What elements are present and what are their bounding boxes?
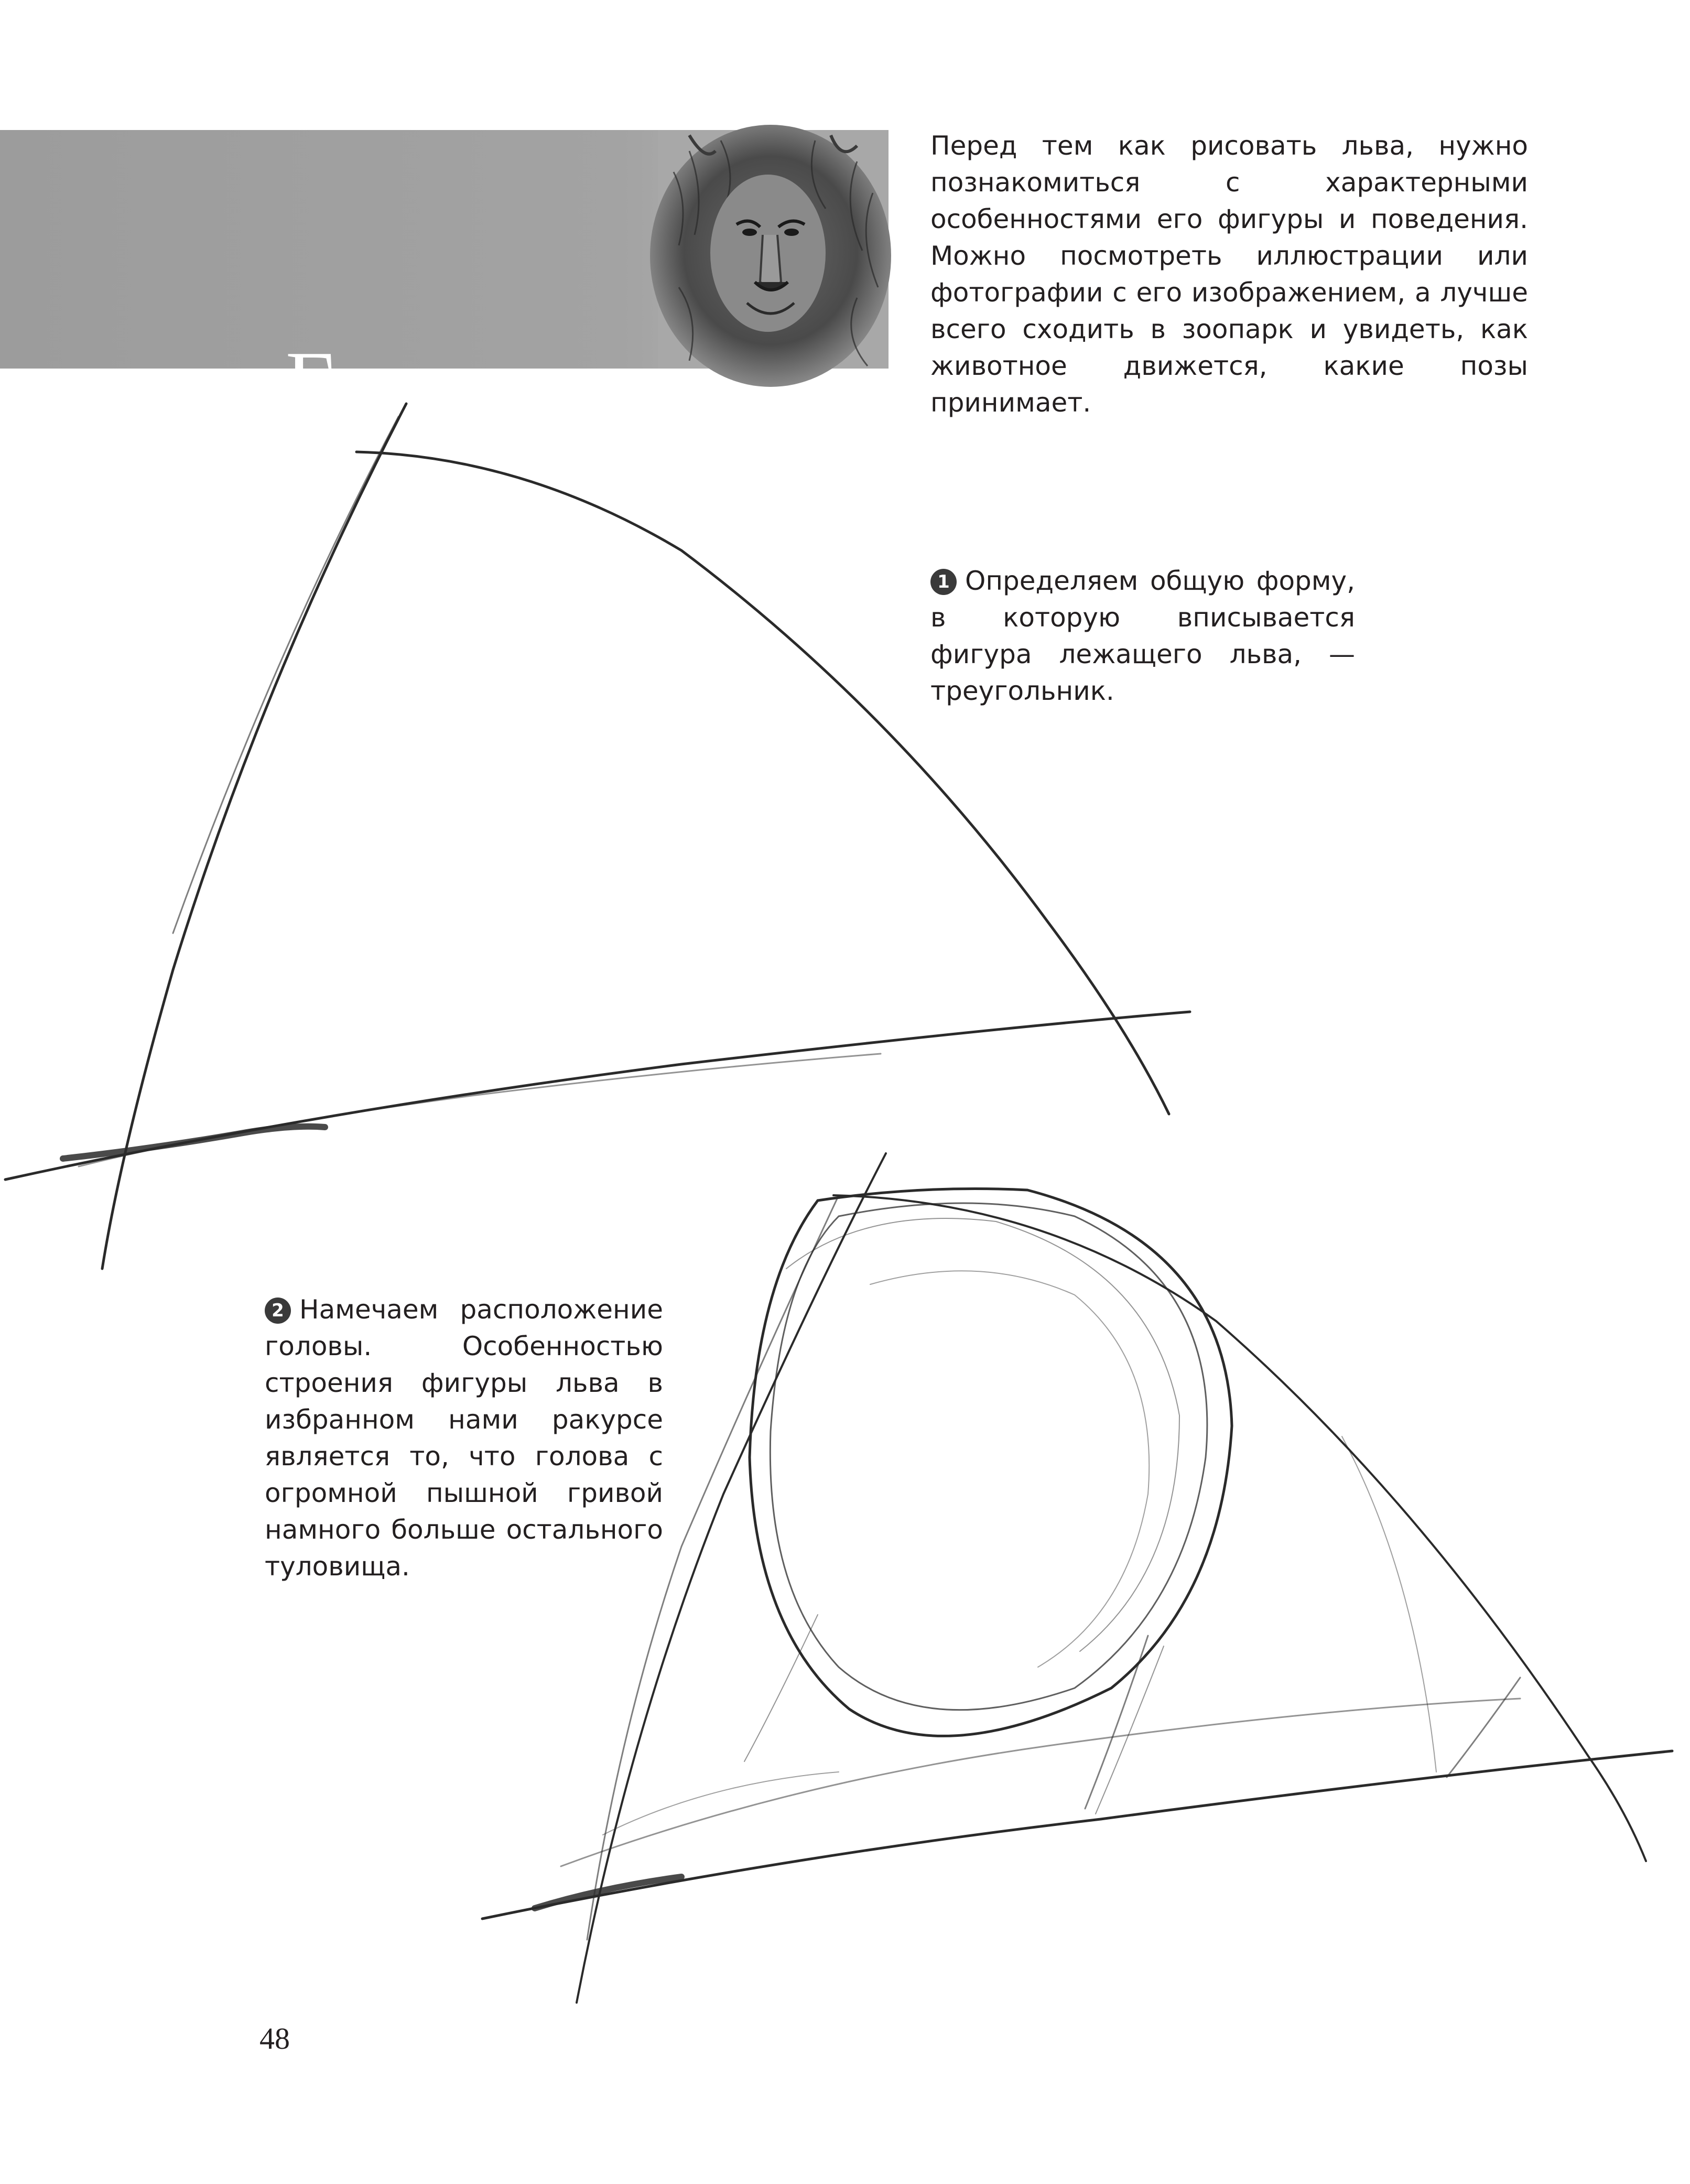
step-2-text: Намечаем расположение головы. Особенностью строения фигуры льва в избранном нами ракурсе является то, что голова с огромной пышной гривой намного больше остального туловища. (265, 1294, 663, 1582)
step-2-number-badge: 2 (265, 1298, 291, 1324)
sketch-head-step-2 (482, 1153, 1672, 2003)
step-1-number-badge: 1 (930, 569, 957, 595)
page-title: Голова льва (286, 334, 716, 427)
page-number: 48 (259, 2021, 290, 2056)
step-1-text: Определяем общую форму, в которую вписывается фигура лежащего льва, — треугольник. (930, 566, 1355, 706)
intro-paragraph: Перед тем как рисовать льва, нужно познакомиться с характерными особенностями его фигуры и поведения. Можно посмотреть иллюстрации или фотографии с его изображением, а лучше всего сходить в зоопарк и увидеть, как животное движется, какие позы принимает. (930, 131, 1528, 418)
sketch-triangle-step-1 (5, 404, 1190, 1269)
